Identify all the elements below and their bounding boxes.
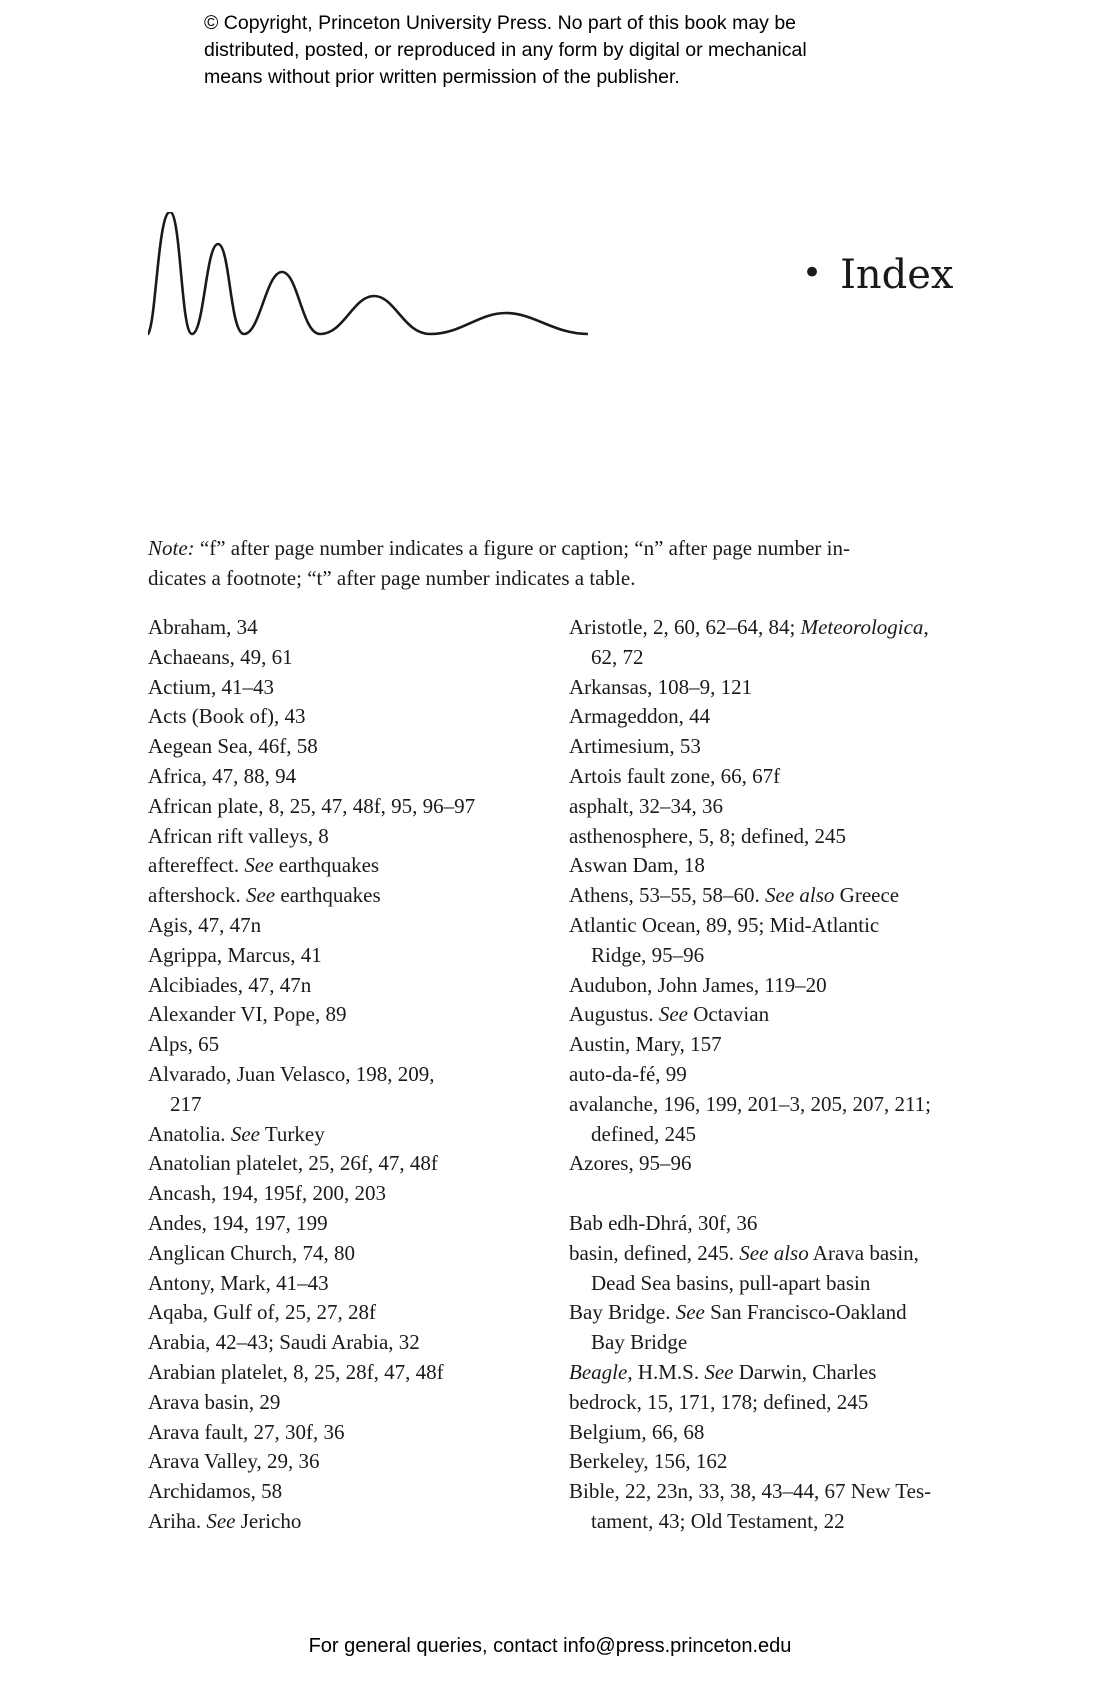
copyright-notice: [204, 10, 924, 91]
index-entry: Aristotle, 2, 60, 62–64, 84; Meteorologica,: [569, 615, 929, 639]
copyright-line: © Copyright, Princeton University Press. No part of this book may be: [204, 12, 797, 34]
index-entry: Alvarado, Juan Velasco, 198, 209,: [148, 1061, 435, 1086]
index-entry: African plate, 8, 25, 47, 48f, 95, 96–97: [148, 793, 476, 818]
index-entry: asthenosphere, 5, 8; defined, 245: [569, 823, 847, 848]
index-entry: Athens, 53–55, 58–60. See also Greece: [569, 883, 900, 908]
index-entry: avalanche, 196, 199, 201–3, 205, 207, 211;: [569, 1091, 931, 1116]
index-entry: Archidamos, 58: [148, 1479, 283, 1504]
index-entry: Artois fault zone, 66, 67f: [569, 763, 781, 788]
index-entry: aftereffect. See earthquakes: [148, 853, 380, 878]
index-entry: Actium, 41–43: [148, 674, 274, 699]
index-entry: Alexander VI, Pope, 89: [148, 1002, 347, 1027]
index-entry: Arabia, 42–43; Saudi Arabia, 32: [148, 1330, 420, 1355]
index-entry: basin, defined, 245. See also Arava basin,: [569, 1240, 919, 1265]
index-entry: Beagle, H.M.S. See Darwin, Charles: [569, 1359, 877, 1384]
wave-line: [148, 212, 588, 334]
index-entry-continuation: defined, 245: [591, 1121, 696, 1146]
index-entry: Anatolia. See Turkey: [148, 1121, 325, 1146]
copyright-line: means without prior written permission of the publisher.: [204, 66, 680, 88]
index-entry: Armageddon, 44: [569, 704, 711, 729]
index-entry: Aqaba, Gulf of, 25, 27, 28f: [148, 1300, 377, 1325]
index-entry: Aswan Dam, 18: [569, 853, 705, 878]
index-entry: Agis, 47, 47n: [148, 912, 262, 937]
index-entry: Berkeley, 156, 162: [569, 1449, 728, 1474]
index-entry: Aegean Sea, 46f, 58: [148, 734, 318, 759]
index-entry: aftershock. See earthquakes: [148, 883, 381, 908]
index-entry: Bible, 22, 23n, 33, 38, 43–44, 67 New Tes-: [569, 1479, 932, 1504]
index-entry: Acts (Book of), 43: [148, 704, 306, 729]
index-entry: Audubon, John James, 119–20: [569, 972, 827, 997]
index-entry-continuation: Ridge, 95–96: [591, 942, 705, 967]
index-entry-continuation: 217: [170, 1091, 202, 1116]
index-heading: [802, 252, 953, 298]
index-entry: Arava basin, 29: [148, 1389, 281, 1414]
index-entry: Bab edh-Dhrá, 30f, 36: [569, 1210, 758, 1235]
index-entry: bedrock, 15, 171, 178; defined, 245: [569, 1389, 869, 1414]
page-title: Index: [840, 252, 954, 298]
heading-bullet: •: [802, 253, 823, 293]
index-entry-continuation: tament, 43; Old Testament, 22: [591, 1508, 845, 1533]
letter-group-gap: [569, 1179, 984, 1209]
index-entry: Azores, 95–96: [569, 1151, 692, 1176]
index-entry: Belgium, 66, 68: [569, 1419, 705, 1444]
index-note: [148, 533, 948, 593]
index-entry: Anglican Church, 74, 80: [148, 1240, 356, 1265]
index-entry: Alps, 65: [148, 1032, 220, 1057]
index-entry: Arava fault, 27, 30f, 36: [148, 1419, 345, 1444]
index-entry: Arkansas, 108–9, 121: [569, 674, 753, 699]
index-entry: Artimesium, 53: [569, 734, 701, 759]
index-entry: Anatolian platelet, 25, 26f, 47, 48f: [148, 1151, 438, 1176]
index-entry: Agrippa, Marcus, 41: [148, 942, 322, 967]
note-label: Note:: [148, 536, 195, 560]
index-entry: Arava Valley, 29, 36: [148, 1449, 320, 1474]
index-entry: Antony, Mark, 41–43: [148, 1270, 329, 1295]
note-line: Note: “f” after page number indicates a figure or caption; “n” after page number in-: [148, 536, 851, 560]
decay-wave-ornament: [148, 212, 588, 352]
index-entry: African rift valleys, 8: [148, 823, 329, 848]
footer-contact: For general queries, contact info@press.princeton.edu: [308, 1635, 792, 1657]
index-entry: Bay Bridge. See San Francisco-Oakland: [569, 1300, 907, 1325]
index-entry: Ariha. See Jericho: [148, 1508, 302, 1533]
index-entry: Austin, Mary, 157: [569, 1032, 722, 1057]
index-entry: Arabian platelet, 8, 25, 28f, 47, 48f: [148, 1359, 444, 1384]
index-entry: auto-da-fé, 99: [569, 1061, 687, 1086]
index-entry-continuation: Bay Bridge: [591, 1330, 688, 1355]
note-line: dicates a footnote; “t” after page number indicates a table.: [148, 566, 636, 590]
index-column-left: [148, 613, 563, 1537]
index-entry: Atlantic Ocean, 89, 95; Mid-Atlantic: [569, 912, 880, 937]
index-entry-continuation: 62, 72: [591, 644, 644, 669]
index-column-right: [569, 613, 984, 1537]
index-entry: Augustus. See Octavian: [569, 1002, 770, 1027]
index-entry: Ancash, 194, 195f, 200, 203: [148, 1181, 386, 1206]
copyright-line: distributed, posted, or reproduced in any form by digital or mechanical: [204, 39, 807, 61]
index-entry: Abraham, 34: [148, 615, 258, 639]
index-entry: Achaeans, 49, 61: [148, 644, 293, 669]
index-entry: Andes, 194, 197, 199: [148, 1210, 328, 1235]
index-entry: Alcibiades, 47, 47n: [148, 972, 312, 997]
index-entry-continuation: Dead Sea basins, pull-apart basin: [591, 1270, 871, 1295]
index-entry: Africa, 47, 88, 94: [148, 763, 297, 788]
index-entry: asphalt, 32–34, 36: [569, 793, 723, 818]
